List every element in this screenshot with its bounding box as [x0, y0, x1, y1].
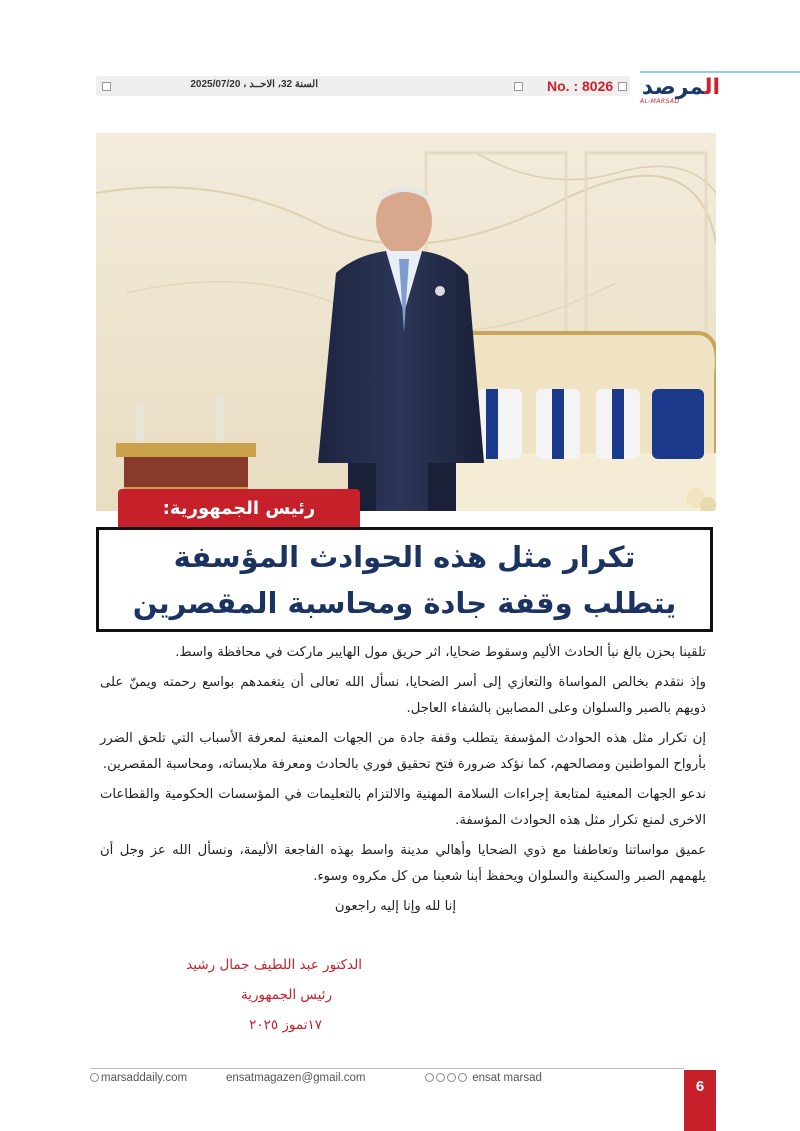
president-photo-illustration	[96, 133, 716, 511]
headline-line-1: تكرار مثل هذه الحوادث المؤسفة	[173, 540, 636, 574]
footer-social-handle[interactable]: ensat marsad	[472, 1072, 542, 1084]
header-square-icon	[514, 82, 523, 91]
logo-subtext: AL-MARSAD	[640, 98, 680, 105]
footer-website[interactable]: marsaddaily.com	[101, 1072, 188, 1084]
body-paragraph: ندعو الجهات المعنية لمتابعة إجراءات السلامة المهنية والالتزام بالتعليمات في المؤسسات الحكومية والقطاعات الاخرى لمنع تكرار مثل هذه الحوادث المؤسفة.	[100, 787, 706, 828]
logo-red-part: ال	[704, 75, 720, 100]
header-accent-line	[640, 71, 800, 73]
signature-name: الدكتور عبد اللطيف جمال رشيد	[186, 957, 362, 973]
article-body	[100, 640, 706, 924]
signature-date: ١٧تموز ٢٠٢٥	[249, 1017, 322, 1033]
body-paragraph: عميق مواساتنا وتعاطفنا مع ذوي الضحايا وأهالي مدينة واسط بهذه الفاجعة الأليمة، ونسأل الله عز وجل أن يلهمهم الصبر والسكينة والسلوان ويحفظ أبنا شعبنا من كل مكروه وسوء.	[100, 843, 706, 884]
body-paragraph: تلقينا بحزن بالغ نبأ الحادث الأليم وسقوط ضحايا، اثر حريق مول الهايبر ماركت في محافظة واسط.	[175, 645, 706, 660]
closing-phrase: إنا لله وإنا إليه راجعون	[334, 899, 456, 914]
footer	[90, 1072, 684, 1086]
body-paragraph: وإذ نتقدم بخالص المواساة والتعازي إلى أسر الضحايا، نسأل الله تعالى أن يتغمدهم بواسع رحمته ويمنّ على ذويهم بالصبر والسلوان وعلى المصابين بالشفاء العاجل.	[100, 675, 706, 716]
header-square-icon	[102, 82, 111, 91]
headline-line-2: يتطلب وقفة جادة ومحاسبة المقصرين	[132, 586, 677, 620]
facebook-icon	[425, 1073, 434, 1082]
article-photo	[96, 133, 716, 511]
instagram-icon	[458, 1073, 467, 1082]
signature-block	[150, 950, 362, 1040]
issue-number: No. : 8026	[547, 78, 614, 94]
headline-box	[96, 527, 713, 632]
page-number: 6	[684, 1070, 716, 1131]
youtube-icon	[436, 1073, 445, 1082]
logo-blue-part: مرصد	[641, 75, 705, 100]
footer-email[interactable]: ensatmagazen@gmail.com	[226, 1072, 366, 1084]
header-square-icon	[618, 82, 627, 91]
globe-icon	[90, 1073, 99, 1082]
article-kicker: رئيس الجمهورية:	[118, 489, 360, 528]
footer-divider	[90, 1068, 684, 1069]
body-paragraph: إن تكرار مثل هذه الحوادث المؤسفة يتطلب وقفة جادة من الجهات المعنية لمعرفة الأسباب التي تلحق الضرر بأرواح المواطنين ومصالحهم، كما نؤكد ضرورة فتح تحقيق فوري بالحادث ومعرفة ملابساته، ومحاسبة المقصرين.	[100, 731, 706, 772]
publication-logo	[638, 75, 720, 105]
signature-title: رئيس الجمهورية	[241, 987, 332, 1003]
issue-date: السنة 32، الاحــد ، 2025/07/20	[190, 79, 318, 90]
twitter-icon	[447, 1073, 456, 1082]
